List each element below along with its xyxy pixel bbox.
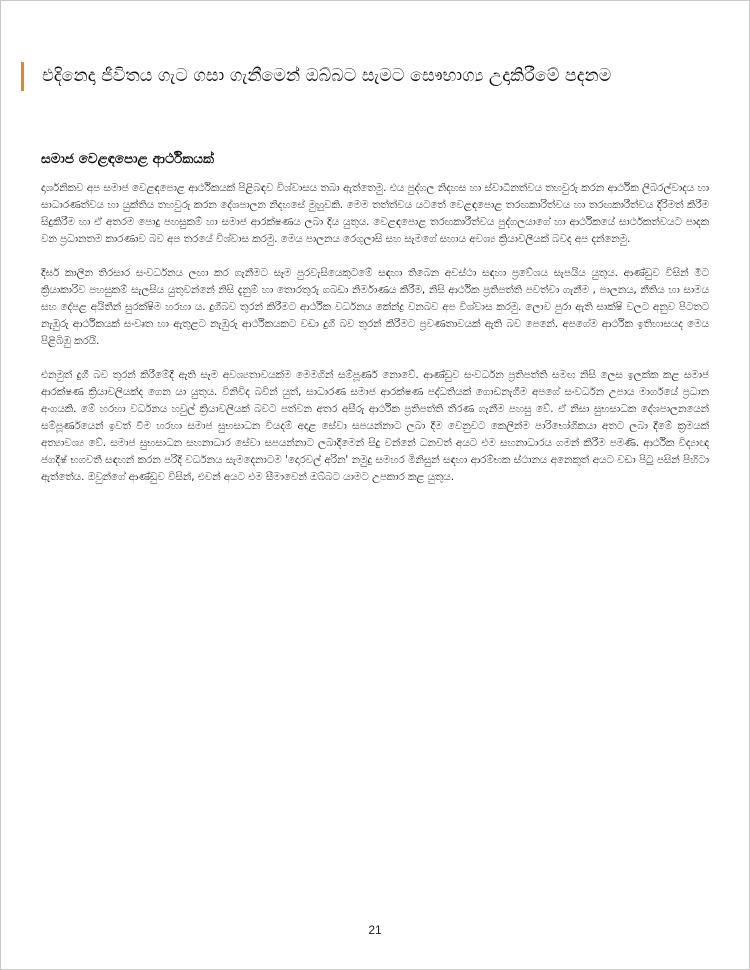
page-number: 21 <box>368 923 382 937</box>
paragraph-1: දාර්ශනිකව අප සමාජ වෙළඳපොළ ආර්ථිකයක් පිළිබඳව විශ්වාසය තබා ඇත්තෙමු. එය පුද්ගල නිදහස හා ස්වාධීනත්වය තහවුරු කරන ආර්ථික ලිබරල්වාදය හා සාධාරණත්වය හා යුක්තිය තහවුරු කරන දේශපාලන නිදහසේ මුහුවකි. මෙම තත්ත්වය යටතේ වෙළඳපොළ තරඟකාරිත්වය හා තරඟකාරීත්වය දිරිමත් කිරීම සිදුකිරීම හා ඒ අතරම පොදු පහසුකම් හා සමාජ ආරක්ෂණය ලබා දිය යුතුය. වෙළඳපොළ තරඟකාරීත්වය පුද්ගලයාගේ හා ආර්ථිකයේ සාර්ථකත්වයට පාදක වන ප්‍රධානතම කාරණාව බව අප තරයේ විශ්වාස කරමු. මෙය පාලනය රෙගුලාසි සහ සැමගේ සහාය අවශ්‍ය ක්‍රියාවලියක් බවද අප දන්නෙමු. <box>41 182 709 245</box>
section-title: සමාජ වෙළඳපොළ ආර්ථිකයක් <box>41 151 214 167</box>
page-heading: එදිනෙදා ජීවිතය ගැට ගසා ගැනීමෙන් ඔබ්බට සැමට සෞභාග්‍ය උදාකිරීමේ පදනම <box>42 66 612 86</box>
heading-block <box>21 62 722 91</box>
body-text <box>41 180 709 503</box>
paragraph-3: එනමුත් දුගී බව තුරන් කිරීමේදී ඇති සෑම අවශ්‍යතාවයක්ම මෙමගින් සම්පූර්ණ නොවේ. ආණ්ඩුව සංවර්ධන ප්‍රතිපත්ති සමඟ නිසි ලෙස ඉලක්ක කළ සමාජ ආරක්ෂණ ක්‍රියාවලියක්ද ගෙන යා යුතුය. විනිවිද බවින් යුත්, සාධාරණ සමාජ ආරක්ෂණ පද්ධතියක් ගොඩනැගීම අපගේ සංවර්ධන උපාය මාර්ගයේ ප්‍රධාන අංගයකි. මේ හරහා වර්ධනය හවුල් ක්‍රියාවලියක් බවට පත්වන අතර අසීරු ආර්ථික ප්‍රතිපත්ති තීරණ ගැනීම පහසු වේ. ඒ නිසා සුභසාධක දේශපාලනයෙන් සම්පූර්ණයෙන් ඉවත් වීම හරහා සමාජ සුභසාධන වියදම් අදාළ සේවා සපයන්නාට ලබා දීම වෙනුවට කෙලින්ම පාරිභෝගිකයා අතට ලබා දීමේ ක්‍රමයක් අත්‍යාවශ්‍ය වේ. සමාජ සුභසාධන සහනාධාර සේවා සපයන්නාට ලබාදීමෙන් සිදු වන්නේ ධනවත් අයට එම සහනාධාරය ගමන් කිරීම පමණි. ආර්ථික විද්‍යාඥ ජගදීෂ් භගවතී සඳහන් කරන පරිදි වර්ධනය සැමදෙනාටම 'දොරවල් අරින' නමුදු සමහර මිනිසුන් සඳහා ආරම්භක ස්ථානය අනෙකුත් අයට වඩා පිටු පසින් පිහිටා ඇත්තේය. ඔවුන්ගේ ආණ්ඩුව විසින්, එවන් අයට එම සීමාවෙන් ඔබ්බට යාමට උපකාර කළ යුතුය. <box>41 369 709 483</box>
paragraph-2: දීර්ඝ කාලීන තිරසාර සංවර්ධනය ලඟා කර ගැනීමට සෑම පුරවැසියෙකුටමේ සඳහා තිබෙන අවස්ථා සඳහා ප්‍රවේශය සැපයිය යුතුය. ආණ්ඩුව විසින් මීට ක්‍රියාකාරිව පහසුකම් සැලසිය යුතුවන්නේ නිසි දැනුම් හා තොරතුරු ගබඩා නිර්මාණය කිරීම, නිසි ආර්ථික ප්‍රතිපත්ති පවත්වා ගැනීම , පාලනය, නීතිය හා සාමය සහ දේපළ අයිතීන් සුරක්ෂිම හරහා ය. දුගීබව තුරන් කිරීමට ආර්ථික වර්ධනය කේන්ද්‍ර වනබව අප විශ්වාස කරමු. ලොව පුරා ඇති සාක්ෂි වලට අනුව පිටතට නැඹුරු ආර්ථිකයක් සංවෘත හා ඇතුළට නැඹුරු ආර්ථිකයකට වඩා දුගී බව තුරන් කිරීමට ප්‍රවණතාවයක් ඇති බව පෙනේ. අපගේම ආර්ථික ඉතිහාසයද මෙය පිළිබිඹු කරයි. <box>41 267 709 347</box>
